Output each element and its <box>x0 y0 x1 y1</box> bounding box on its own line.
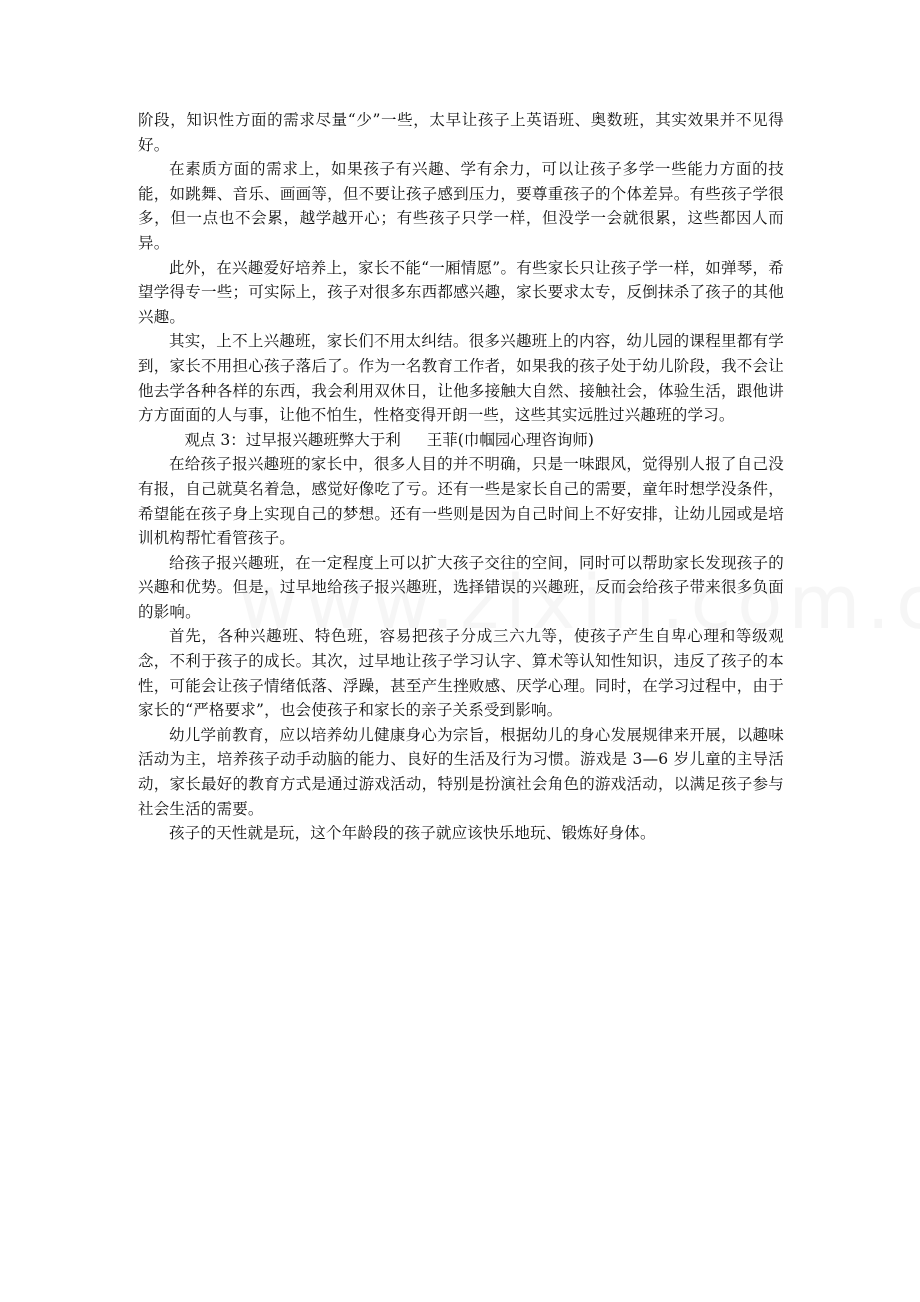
paragraph-9: 孩子的天性就是玩，这个年龄段的孩子就应该快乐地玩、锻炼好身体。 <box>169 824 656 843</box>
paragraph-7: 首先，各种兴趣班、特色班，容易把孩子分成三六九等，使孩子产生自卑心理和等级观念，不利于孩子的成长。其次，过早地让孩子学习认字、算术等认知性知识，违反了孩子的本性，可能会让孩子情绪低落、浮躁，甚至产生挫败感、厌学心理。同时，在学习过程中，由于家长的“严格要求”，也会使孩子和家长的亲子关系受到影响。 <box>138 627 784 720</box>
paragraph-5: 在给孩子报兴趣班的家长中，很多人目的并不明确，只是一味跟风，觉得别人报了自己没有报，自己就莫名着急，感觉好像吃了亏。还有一些是家长自己的需要，童年时想学没条件，希望能在孩子身上实现自己的梦想。还有一些则是因为自己时间上不好安排，让幼儿园或是培训机构帮忙看管孩子。 <box>138 455 784 548</box>
paragraph-2: 在素质方面的需求上，如果孩子有兴趣、学有余力，可以让孩子多学一些能力方面的技能，如跳舞、音乐、画画等，但不要让孩子感到压力，要尊重孩子的个体差异。有些孩子学很多，但一点也不会累，越学越开心；有些孩子只学一样，但没学一会就很累，这些都因人而异。 <box>138 160 784 252</box>
heading-title: 观点 3：过早报兴趣班弊大于利 <box>184 430 401 449</box>
heading-author: 王菲(巾帼园心理咨询师) <box>426 430 594 449</box>
paragraph-8: 幼儿学前教育，应以培养幼儿健康身心为宗旨，根据幼儿的身心发展规律来开展，以趣味活动为主，培养孩子动手动脑的能力、良好的生活及行为习惯。游戏是 3—6 岁儿童的主导活动，家长最好的教育方式是通过游戏活动，特别是扮演社会角色的游戏活动，以满足孩子参与社会生活的需要。 <box>138 725 784 818</box>
section-heading <box>138 428 784 453</box>
document-body <box>138 108 784 846</box>
paragraph-6: 给孩子报兴趣班，在一定程度上可以扩大孩子交往的空间，同时可以帮助家长发现孩子的兴趣和优势。但是，过早地给孩子报兴趣班，选择错误的兴趣班，反而会给孩子带来很多负面的影响。 <box>138 553 784 621</box>
paragraph-4: 其实，上不上兴趣班，家长们不用太纠结。很多兴趣班上的内容，幼儿园的课程里都有学到，家长不用担心孩子落后了。作为一名教育工作者，如果我的孩子处于幼儿阶段，我不会让他去学各种各样的东西，我会利用双休日，让他多接触大自然、接触社会，体验生活，跟他讲方方面面的人与事，让他不怕生，性格变得开朗一些，这些其实远胜过兴趣班的学习。 <box>138 332 784 425</box>
paragraph-3: 此外，在兴趣爱好培养上，家长不能“一厢情愿”。有些家长只让孩子学一样，如弹琴，希望学得专一些；可实际上，孩子对很多东西都感兴趣，家长要求太专，反倒抹杀了孩子的其他兴趣。 <box>138 258 784 326</box>
paragraph-1: 阶段，知识性方面的需求尽量“少”一些，太早让孩子上英语班、奥数班，其实效果并不见得好。 <box>138 111 784 154</box>
